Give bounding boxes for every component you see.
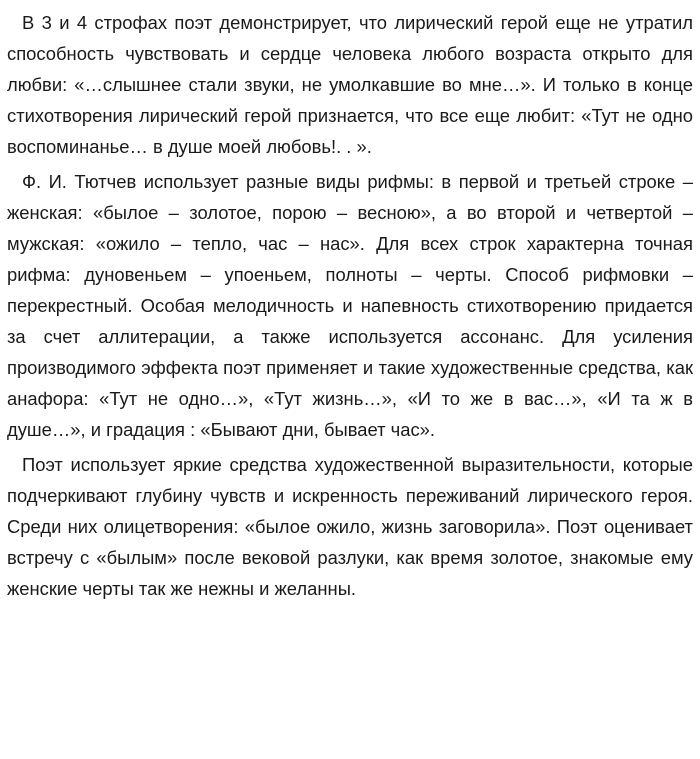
paragraph-stanzas: В 3 и 4 строфах поэт демонстрирует, что лирический герой еще не утратил способность чувствовать и сердце человека любого возраста открыто для любви: «…слышнее стали звуки, не умолкавшие во мне…». И только в конце стихотворения лирический герой признается, что все еще любит: «Тут не одно воспоминанье… в душе моей любовь!. . ».: [7, 12, 693, 157]
paragraph-expressive-means: Поэт использует яркие средства художественной выразительности, которые подчеркивают глубину чувств и искренность переживаний лирического героя. Среди них олицетворения: «былое ожило, жизнь заговорила». Поэт оценивает встречу с «былым» после вековой разлуки, как время золотое, знакомые ему женские черты так же нежны и желанны.: [7, 454, 693, 599]
paragraph-rhyme: Ф. И. Тютчев использует разные виды рифмы: в первой и третьей строке – женская: «былое – золотое, порою – весною», а во второй и четвертой – мужская: «ожило – тепло, час – нас». Для всех строк характерна точная рифма: дуновеньем – упоеньем, полноты – черты. Способ рифмовки – перекрестный. Особая мелодичность и напевность стихотворению придается за счет аллитерации, а также используется ассонанс. Для усиления производимого эффекта поэт применяет и такие художественные средства, как анафора: «Тут не одно…», «Тут жизнь…», «И то же в вас…», «И та ж в душе…», и градация : «Бывают дни, бывает час».: [7, 171, 693, 440]
